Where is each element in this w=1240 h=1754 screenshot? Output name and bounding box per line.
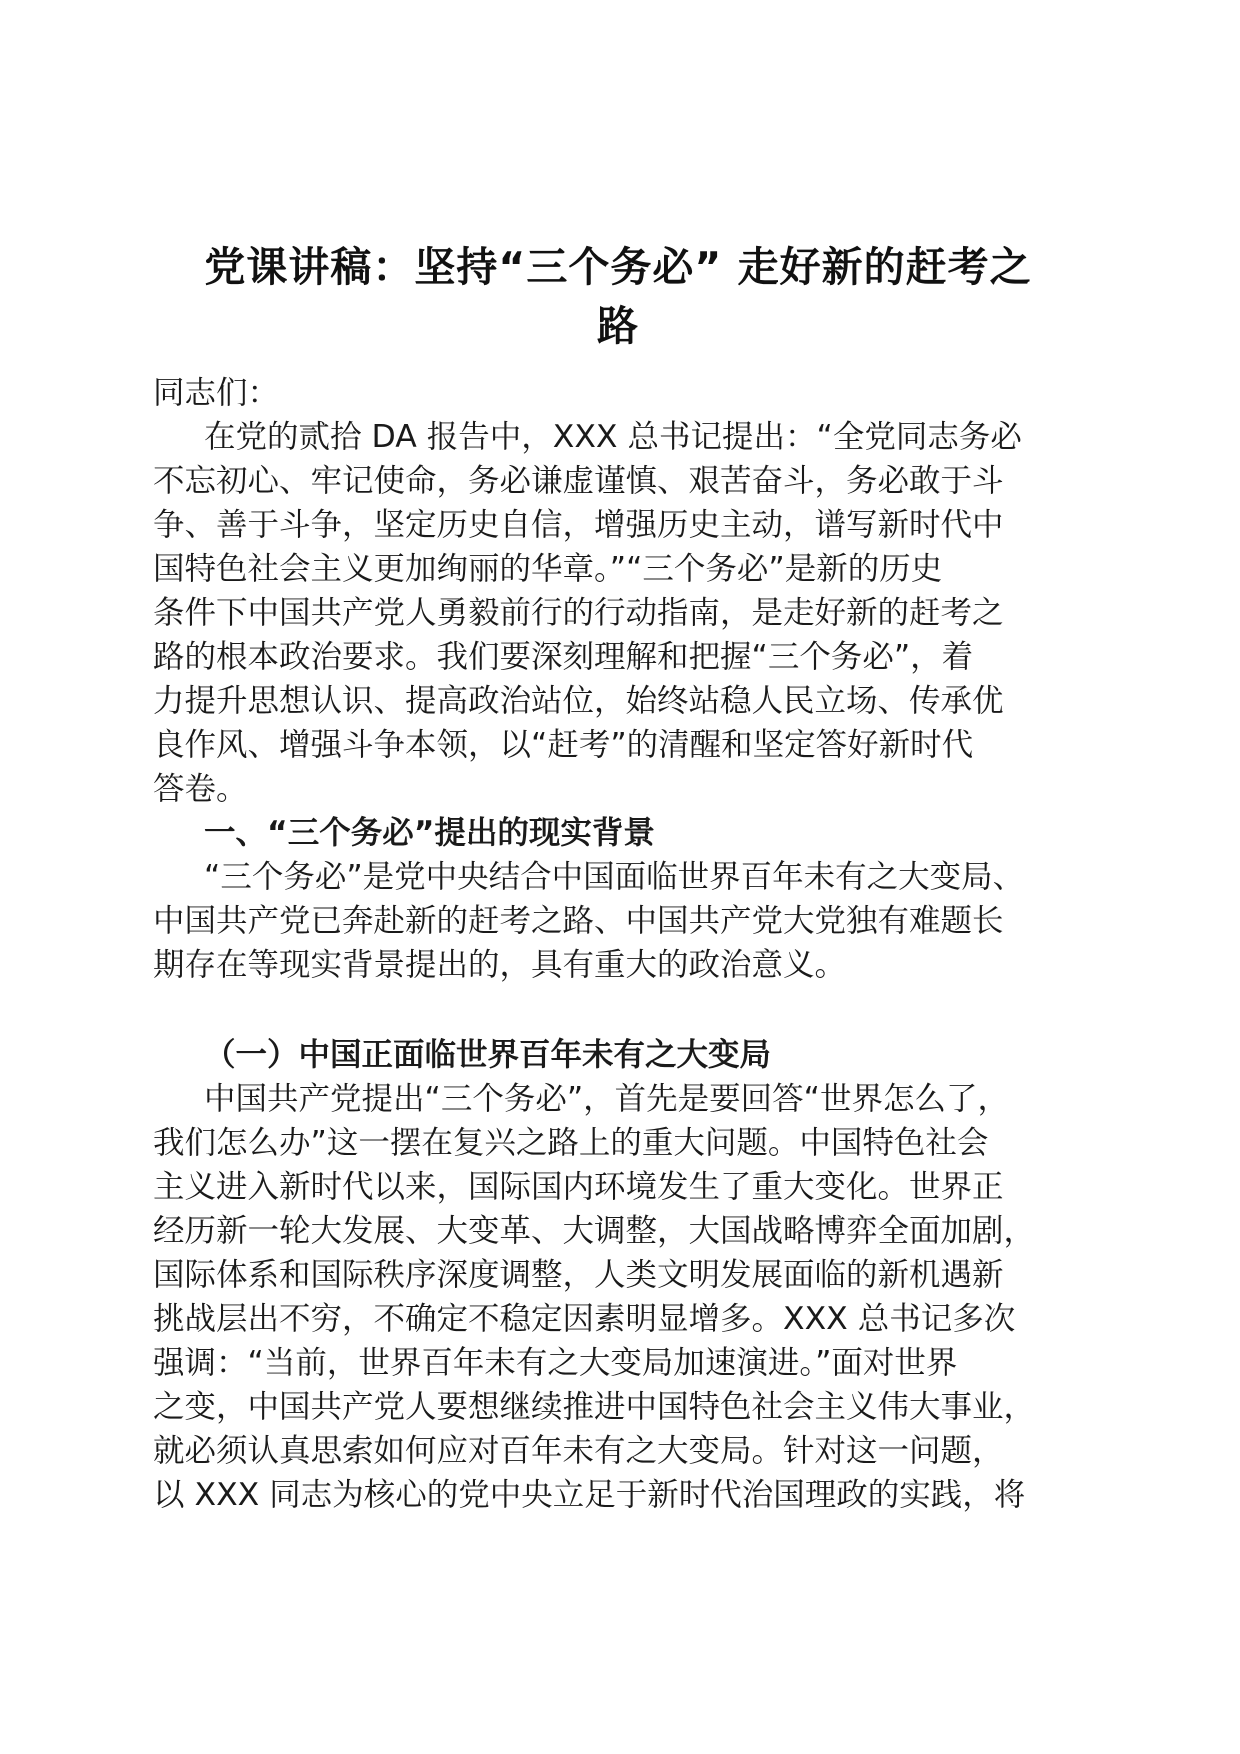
paragraph-line: 条件下中国共产党人勇毅前行的行动指南，是走好新的赶考之 bbox=[153, 595, 1004, 631]
paragraph-line: 经历新一轮大发展、大变革、大调整，大国战略博弈全面加剧， bbox=[153, 1213, 1036, 1249]
subsection-paragraph bbox=[153, 1077, 1113, 1517]
paragraph-line: 路的根本政治要求。我们要深刻理解和把握“三个务必”，着 bbox=[153, 639, 974, 675]
paragraph-line: 不忘初心、牢记使命，务必谦虚谨慎、艰苦奋斗，务必敢于斗 bbox=[153, 463, 1004, 499]
paragraph-line: 国特色社会主义更加绚丽的华章。”“三个务必”是新的历史 bbox=[153, 551, 943, 587]
paragraph-line: 挑战层出不穷，不确定不稳定因素明显增多。XXX 总书记多次 bbox=[153, 1301, 1016, 1337]
title-line: 党课讲稿：坚持“三个务必” 走好新的赶考之 bbox=[204, 243, 1032, 291]
paragraph-line: 中国共产党提出“三个务必”，首先是要回答“世界怎么了， bbox=[204, 1081, 1009, 1117]
intro-paragraph bbox=[153, 415, 1113, 811]
paragraph-line: 之变，中国共产党人要想继续推进中国特色社会主义伟大事业， bbox=[153, 1389, 1036, 1425]
paragraph-line: 国际体系和国际秩序深度调整，人类文明发展面临的新机遇新 bbox=[153, 1257, 1004, 1293]
paragraph-line: “三个务必”是党中央结合中国面临世界百年未有之大变局、 bbox=[204, 859, 1025, 895]
salutation bbox=[153, 371, 1113, 415]
salutation-text: 同志们： bbox=[153, 375, 280, 411]
section-heading bbox=[153, 811, 1113, 855]
paragraph-line: 强调：“当前，世界百年未有之大变局加速演进。”面对世界 bbox=[153, 1345, 958, 1381]
paragraph-line: 良作风、增强斗争本领，以“赶考”的清醒和坚定答好新时代 bbox=[153, 727, 974, 763]
paragraph-line: 期存在等现实背景提出的，具有重大的政治意义。 bbox=[153, 947, 847, 983]
section-paragraph bbox=[153, 855, 1113, 987]
paragraph-line: 争、善于斗争，坚定历史自信，增强历史主动，谱写新时代中 bbox=[153, 507, 1004, 543]
paragraph-line: 以 XXX 同志为核心的党中央立足于新时代治国理政的实践，将 bbox=[153, 1477, 1026, 1513]
paragraph-line: 我们怎么办”这一摆在复兴之路上的重大问题。中国特色社会 bbox=[153, 1125, 989, 1161]
subsection-heading-text: （一）中国正面临世界百年未有之大变局 bbox=[204, 1037, 772, 1073]
subsection-heading bbox=[153, 1033, 1113, 1077]
paragraph-line: 就必须认真思索如何应对百年未有之大变局。针对这一问题， bbox=[153, 1433, 1004, 1469]
paragraph-line: 在党的贰拾 DA 报告中，XXX 总书记提出：“全党同志务必 bbox=[204, 419, 1022, 455]
paragraph-line: 力提升思想认识、提高政治站位，始终站稳人民立场、传承优 bbox=[153, 683, 1004, 719]
paragraph-line: 主义进入新时代以来，国际国内环境发生了重大变化。世界正 bbox=[153, 1169, 1004, 1205]
paragraph-line: 中国共产党已奔赴新的赶考之路、中国共产党大党独有难题长 bbox=[153, 903, 1004, 939]
title-line: 路 bbox=[597, 302, 639, 350]
paragraph-line: 答卷。 bbox=[153, 771, 248, 807]
document-title bbox=[150, 238, 1086, 356]
section-heading-text: 一、“三个务必”提出的现实背景 bbox=[204, 815, 655, 851]
